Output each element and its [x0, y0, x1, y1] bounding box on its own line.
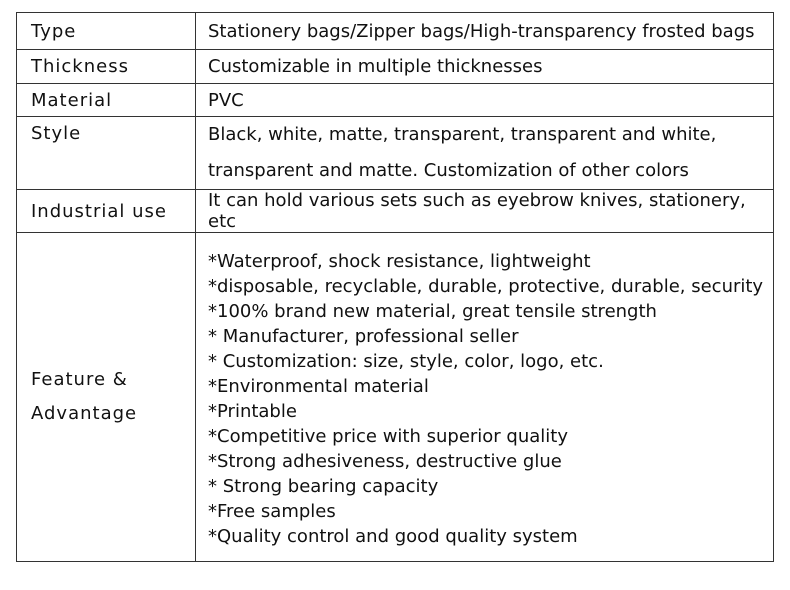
feature-item: *Waterproof, shock resistance, lightweight: [208, 251, 591, 272]
row-value: [196, 117, 774, 190]
feature-item: *100% brand new material, great tensile strength: [208, 301, 657, 322]
feature-item: *Quality control and good quality system: [208, 526, 578, 547]
row-value: Customizable in multiple thicknesses: [196, 50, 774, 84]
product-spec-table: [16, 12, 774, 562]
feature-item: *Free samples: [208, 501, 336, 522]
feature-item: *disposable, recyclable, durable, protective, durable, security: [208, 276, 764, 297]
feature-label-line: Advantage: [31, 403, 138, 424]
row-label: [17, 233, 196, 562]
feature-item: *Printable: [208, 401, 297, 422]
table-row-type: [17, 13, 774, 50]
style-line: transparent and matte. Customization of other colors: [208, 160, 689, 181]
row-label: Style: [17, 117, 196, 190]
row-label: Thickness: [17, 50, 196, 84]
row-value: PVC: [196, 84, 774, 117]
row-label: Material: [17, 84, 196, 117]
feature-item: * Manufacturer, professional seller: [208, 326, 519, 347]
feature-list: [208, 245, 773, 549]
table-row-thickness: [17, 50, 774, 84]
row-value: It can hold various sets such as eyebrow knives, stationery, etc: [196, 190, 774, 233]
table-row-industrial-use: [17, 190, 774, 233]
table-row-style: [17, 117, 774, 190]
row-label: Industrial use: [17, 190, 196, 233]
feature-item: * Customization: size, style, color, logo, etc.: [208, 351, 604, 372]
table-row-material: [17, 84, 774, 117]
feature-item: *Strong adhesiveness, destructive glue: [208, 451, 562, 472]
feature-item: *Competitive price with superior quality: [208, 426, 569, 447]
style-line: Black, white, matte, transparent, transparent and white,: [208, 124, 717, 145]
feature-item: * Strong bearing capacity: [208, 476, 439, 497]
row-value: Stationery bags/Zipper bags/High-transparency frosted bags: [196, 13, 774, 50]
row-label: Type: [17, 13, 196, 50]
feature-label-line: Feature &: [31, 369, 128, 390]
feature-item: *Environmental material: [208, 376, 429, 397]
table-row-feature-advantage: [17, 233, 774, 562]
feature-list-cell: [196, 233, 774, 562]
